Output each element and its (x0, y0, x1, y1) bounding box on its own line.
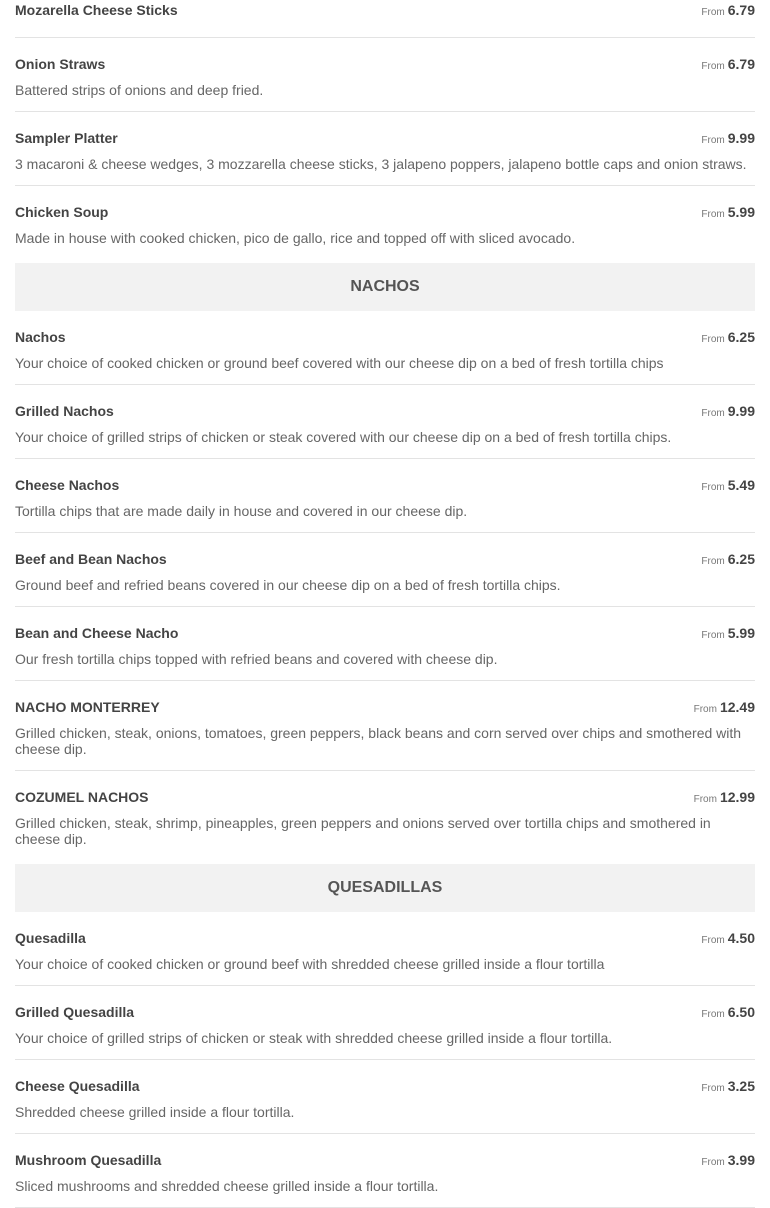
menu-item-row (15, 1152, 755, 1171)
menu-item-price: 9.99 (727, 130, 755, 146)
menu-item-name: NACHO MONTERREY (15, 699, 160, 715)
menu-item-description: Your choice of cooked chicken or ground beef covered with our cheese dip on a bed of fresh tortilla chips (15, 355, 664, 371)
menu-item-description: Made in house with cooked chicken, pico de gallo, rice and topped off with sliced avocado. (15, 230, 576, 246)
menu-item-price: 4.50 (727, 930, 755, 946)
price-from-label: From (701, 935, 725, 946)
menu-item[interactable] (15, 986, 755, 1060)
menu-item-description: Grilled chicken, steak, onions, tomatoes, green peppers, black beans and corn served over chips and smothered with cheese dip. (15, 725, 742, 757)
price-from-label: From (701, 630, 725, 641)
price-from-label: From (701, 482, 725, 493)
menu-item-price-group (701, 329, 755, 348)
menu-item[interactable] (15, 771, 755, 860)
menu-item-row (15, 1078, 755, 1097)
price-from-label: From (701, 1009, 725, 1020)
menu-item-price: 9.99 (727, 403, 755, 419)
price-from-label: From (701, 1157, 725, 1168)
menu-item-name: Cheese Nachos (15, 477, 120, 493)
menu-item-description: Your choice of cooked chicken or ground beef with shredded cheese grilled inside a flour tortilla (15, 956, 605, 972)
menu-item[interactable] (15, 186, 755, 259)
menu-item-description: Ground beef and refried beans covered in our cheese dip on a bed of fresh tortilla chips. (15, 577, 561, 593)
menu-item-row (15, 329, 755, 348)
price-from-label: From (701, 334, 725, 345)
price-from-label: From (693, 704, 717, 715)
price-from-label: From (693, 794, 717, 805)
menu-item-description: Grilled chicken, steak, shrimp, pineapples, green peppers and onions served over tortilla chips and smothered in cheese dip. (15, 815, 711, 847)
menu-item-price: 3.99 (727, 1152, 755, 1168)
menu-item-price: 6.79 (727, 2, 755, 18)
price-from-label: From (701, 61, 725, 72)
menu-item-price-group (694, 789, 755, 808)
menu-item-description: Battered strips of onions and deep fried. (15, 82, 264, 98)
menu-item-name: Bean and Cheese Nacho (15, 625, 179, 641)
menu-item-name: Grilled Quesadilla (15, 1004, 135, 1020)
menu-item-description: 3 macaroni & cheese wedges, 3 mozzarella cheese sticks, 3 jalapeno poppers, jalapeno bottle caps and onion straws. (15, 156, 747, 172)
menu-item-description: Your choice of grilled strips of chicken or steak covered with our cheese dip on a bed of fresh tortilla chips. (15, 429, 672, 445)
menu-item-row (15, 699, 755, 718)
menu-item-description: Tortilla chips that are made daily in house and covered in our cheese dip. (15, 503, 468, 519)
menu-item-row (15, 130, 755, 149)
menu-item-price-group (701, 403, 755, 422)
menu-item-price-group (701, 1152, 755, 1171)
menu-item-name: Mozarella Cheese Sticks (15, 2, 178, 18)
menu-item-name: COZUMEL NACHOS (15, 789, 149, 805)
menu-item-row (15, 1004, 755, 1023)
menu-item-price-group (694, 699, 755, 718)
menu-item-row (15, 403, 755, 422)
menu-item-price: 12.99 (719, 789, 755, 805)
section-header-quesadillas: QUESADILLAS (15, 864, 755, 912)
menu-item-row (15, 204, 755, 223)
menu-item-description: Shredded cheese grilled inside a flour tortilla. (15, 1104, 295, 1120)
price-from-label: From (701, 209, 725, 220)
menu-item-name: Sampler Platter (15, 130, 118, 146)
menu-item-row (15, 625, 755, 644)
menu-item-price: 5.49 (727, 477, 755, 493)
menu-item-name: Grilled Nachos (15, 403, 114, 419)
menu-item[interactable] (15, 533, 755, 607)
menu-item-price-group (701, 625, 755, 644)
menu-item[interactable] (15, 920, 755, 986)
menu-item-price-group (701, 130, 755, 149)
menu-item-price: 6.79 (727, 56, 755, 72)
menu-item[interactable] (15, 607, 755, 681)
price-from-label: From (701, 135, 725, 146)
section-header-nachos: NACHOS (15, 263, 755, 311)
menu-item[interactable] (15, 459, 755, 533)
menu-item-price-group (701, 2, 755, 21)
menu-item-price: 3.25 (727, 1078, 755, 1094)
menu-item-price-group (701, 930, 755, 949)
menu-item-name: Chicken Soup (15, 204, 109, 220)
price-from-label: From (701, 7, 725, 18)
menu-item-name: Mushroom Quesadilla (15, 1152, 162, 1168)
menu-item-description: Your choice of grilled strips of chicken or steak with shredded cheese grilled inside a flour tortilla. (15, 1030, 613, 1046)
menu-item-price-group (701, 56, 755, 75)
menu-item-price: 6.25 (727, 329, 755, 345)
menu-item-row (15, 2, 755, 21)
menu-item[interactable] (15, 319, 755, 385)
menu-item-price: 12.49 (719, 699, 755, 715)
menu-item-name: Quesadilla (15, 930, 86, 946)
price-from-label: From (701, 408, 725, 419)
menu-item[interactable] (15, 38, 755, 112)
menu-item[interactable] (15, 1134, 755, 1208)
menu-item[interactable] (15, 681, 755, 771)
menu-item-row (15, 789, 755, 808)
menu-item-name: Beef and Bean Nachos (15, 551, 167, 567)
menu-item-row (15, 551, 755, 570)
menu-item-price-group (701, 551, 755, 570)
menu-list (15, 0, 755, 1208)
menu-item-name: Onion Straws (15, 56, 106, 72)
menu-item[interactable] (15, 112, 755, 186)
menu-item-price: 6.50 (727, 1004, 755, 1020)
menu-item-name: Cheese Quesadilla (15, 1078, 140, 1094)
menu-item-price-group (701, 204, 755, 223)
menu-item[interactable] (15, 385, 755, 459)
menu-item-price-group (701, 1078, 755, 1097)
menu-item[interactable] (15, 1060, 755, 1134)
menu-item-price: 5.99 (727, 625, 755, 641)
menu-item-price: 6.25 (727, 551, 755, 567)
menu-item-price-group (701, 477, 755, 496)
menu-item-description: Sliced mushrooms and shredded cheese grilled inside a flour tortilla. (15, 1178, 439, 1194)
menu-item-row (15, 56, 755, 75)
menu-item-row (15, 477, 755, 496)
price-from-label: From (701, 1083, 725, 1094)
menu-item-price: 5.99 (727, 204, 755, 220)
price-from-label: From (701, 556, 725, 567)
menu-item-name: Nachos (15, 329, 66, 345)
menu-item-price-group (701, 1004, 755, 1023)
menu-item[interactable] (15, 0, 755, 38)
menu-item-description: Our fresh tortilla chips topped with refried beans and covered with cheese dip. (15, 651, 498, 667)
menu-item-row (15, 930, 755, 949)
